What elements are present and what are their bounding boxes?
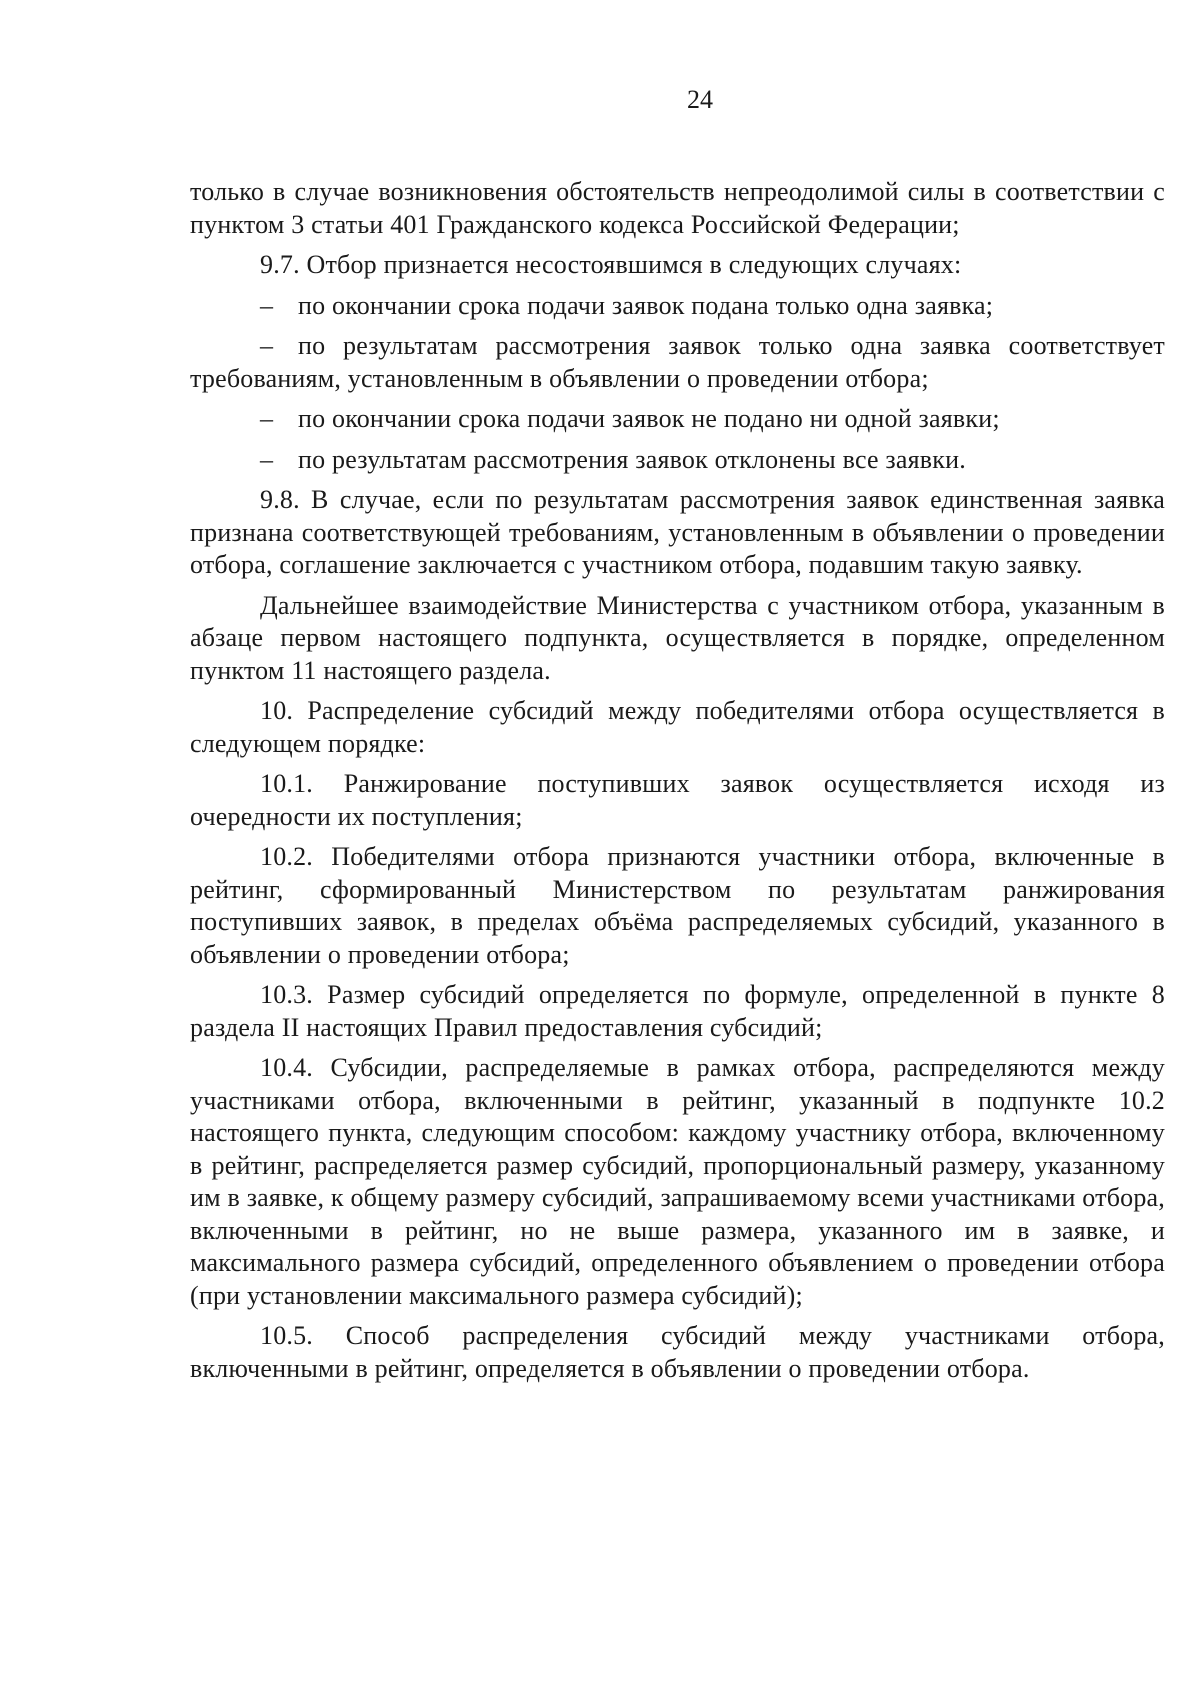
dash-marker: – — [260, 444, 274, 474]
dash-marker: – — [260, 331, 274, 360]
list-item — [190, 290, 1165, 323]
list-item-text: по окончании срока подачи заявок не подано ни одной заявки; — [298, 404, 1000, 433]
paragraph-10-4: 10.4. Субсидии, распределяемые в рамках отбора, распределяются между участниками отбора, включенными в рейтинг, указанный в подпункте 10.2 настоящего пункта, следующим способом: каждому участнику отбора, включенному в рейтинг, распределяется размер субсидий, пропорциональный размеру, указанному им в заявке, к общему размеру субсидий, запрашиваемому всеми участниками отбора, включенными в рейтинг, но не выше размера, указанного им в заявке, и максимального размера субсидий, определенного объявлением о проведении отбора (при установлении максимального размера субсидий); — [190, 1053, 1165, 1310]
list-item — [190, 330, 1165, 395]
list-item-text: по результатам рассмотрения заявок отклонены все заявки. — [298, 444, 966, 474]
list-item-text: по результатам рассмотрения заявок только одна заявка соответствует требованиям, установленным в объявлении о проведении отбора; — [190, 331, 1165, 393]
paragraph-10-1: 10.1. Ранжирование поступивших заявок осуществляется исходя из очередности их поступления; — [190, 769, 1165, 831]
document-body — [190, 176, 1165, 1393]
paragraph-10-2: 10.2. Победителями отбора признаются участники отбора, включенные в рейтинг, сформированный Министерством по результатам ранжирования поступивших заявок, в пределах объёма распределяемых субсидий, указанного в объявлении о проведении отбора; — [190, 842, 1165, 969]
paragraph-10: 10. Распределение субсидий между победителями отбора осуществляется в следующем порядке: — [190, 696, 1165, 758]
paragraph-10-3: 10.3. Размер субсидий определяется по формуле, определенной в пункте 8 раздела II настоящих Правил предоставления субсидий; — [190, 980, 1165, 1042]
dash-marker: – — [260, 290, 274, 320]
paragraph-9-8: 9.8. В случае, если по результатам рассмотрения заявок единственная заявка признана соответствующей требованиям, установленным в объявлении о проведении отбора, соглашение заключается с участником отбора, подавшим такую заявку. — [190, 485, 1165, 579]
dash-marker: – — [260, 404, 274, 433]
list-item-text: по окончании срока подачи заявок подана только одна заявка; — [298, 290, 994, 320]
page-number: 24 — [687, 85, 713, 114]
paragraph-9-8-interaction: Дальнейшее взаимодействие Министерства с участником отбора, указанным в абзаце первом настоящего подпункта, осуществляется в порядке, определенном пунктом 11 настоящего раздела. — [190, 590, 1165, 685]
paragraph-10-5: 10.5. Способ распределения субсидий между участниками отбора, включенными в рейтинг, определяется в объявлении о проведении отбора. — [190, 1321, 1165, 1383]
paragraph-continuation: только в случае возникновения обстоятельств непреодолимой силы в соответствии с пунктом 3 статьи 401 Гражданского кодекса Российской Федерации; — [190, 177, 1165, 239]
paragraph-9-7: 9.7. Отбор признается несостоявшимся в следующих случаях: — [260, 250, 962, 279]
list-item — [190, 403, 1165, 436]
list-item — [190, 444, 1165, 477]
